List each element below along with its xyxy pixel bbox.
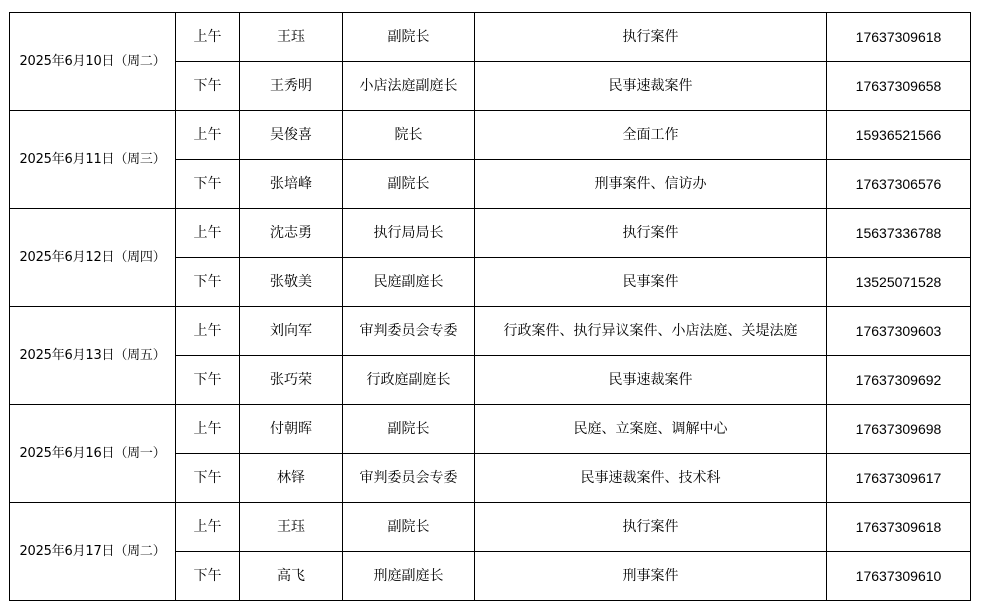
position-cell: 院长 xyxy=(343,111,475,160)
name-cell: 张培峰 xyxy=(240,160,343,209)
phone-cell: 17637306576 xyxy=(827,160,971,209)
duties-cell: 民事速裁案件 xyxy=(475,356,827,405)
phone-cell: 17637309617 xyxy=(827,454,971,503)
duties-cell: 行政案件、执行异议案件、小店法庭、关堤法庭 xyxy=(475,307,827,356)
name-cell: 高飞 xyxy=(240,552,343,601)
duties-cell: 民庭、立案庭、调解中心 xyxy=(475,405,827,454)
phone-cell: 17637309618 xyxy=(827,13,971,62)
name-cell: 林铎 xyxy=(240,454,343,503)
position-cell: 执行局局长 xyxy=(343,209,475,258)
position-cell: 副院长 xyxy=(343,160,475,209)
duties-cell: 刑事案件、信访办 xyxy=(475,160,827,209)
phone-cell: 17637309658 xyxy=(827,62,971,111)
date-cell: 2025年6月13日（周五） xyxy=(10,307,176,405)
duties-cell: 民事速裁案件、技术科 xyxy=(475,454,827,503)
position-cell: 行政庭副庭长 xyxy=(343,356,475,405)
period-cell: 下午 xyxy=(176,356,240,405)
phone-cell: 17637309610 xyxy=(827,552,971,601)
duty-schedule-table xyxy=(9,12,971,601)
period-cell: 下午 xyxy=(176,454,240,503)
date-cell: 2025年6月12日（周四） xyxy=(10,209,176,307)
period-cell: 上午 xyxy=(176,405,240,454)
period-cell: 上午 xyxy=(176,503,240,552)
table-row xyxy=(10,13,971,62)
period-cell: 下午 xyxy=(176,258,240,307)
period-cell: 上午 xyxy=(176,307,240,356)
table-row xyxy=(10,307,971,356)
period-cell: 上午 xyxy=(176,209,240,258)
position-cell: 副院长 xyxy=(343,13,475,62)
position-cell: 刑庭副庭长 xyxy=(343,552,475,601)
position-cell: 小店法庭副庭长 xyxy=(343,62,475,111)
date-cell: 2025年6月16日（周一） xyxy=(10,405,176,503)
date-cell: 2025年6月10日（周二） xyxy=(10,13,176,111)
position-cell: 审判委员会专委 xyxy=(343,454,475,503)
table-row xyxy=(10,503,971,552)
name-cell: 吴俊喜 xyxy=(240,111,343,160)
date-cell: 2025年6月11日（周三） xyxy=(10,111,176,209)
phone-cell: 17637309603 xyxy=(827,307,971,356)
duties-cell: 全面工作 xyxy=(475,111,827,160)
period-cell: 下午 xyxy=(176,160,240,209)
name-cell: 张敬美 xyxy=(240,258,343,307)
phone-cell: 15637336788 xyxy=(827,209,971,258)
position-cell: 副院长 xyxy=(343,405,475,454)
phone-cell: 15936521566 xyxy=(827,111,971,160)
period-cell: 下午 xyxy=(176,62,240,111)
position-cell: 民庭副庭长 xyxy=(343,258,475,307)
period-cell: 上午 xyxy=(176,13,240,62)
name-cell: 王珏 xyxy=(240,503,343,552)
name-cell: 王珏 xyxy=(240,13,343,62)
duties-cell: 执行案件 xyxy=(475,209,827,258)
phone-cell: 17637309698 xyxy=(827,405,971,454)
name-cell: 付朝晖 xyxy=(240,405,343,454)
position-cell: 副院长 xyxy=(343,503,475,552)
table-row xyxy=(10,111,971,160)
duties-cell: 民事案件 xyxy=(475,258,827,307)
phone-cell: 17637309618 xyxy=(827,503,971,552)
name-cell: 张巧荣 xyxy=(240,356,343,405)
table-row xyxy=(10,405,971,454)
phone-cell: 17637309692 xyxy=(827,356,971,405)
name-cell: 刘向军 xyxy=(240,307,343,356)
duties-cell: 刑事案件 xyxy=(475,552,827,601)
table-row xyxy=(10,209,971,258)
date-cell: 2025年6月17日（周二） xyxy=(10,503,176,601)
duties-cell: 执行案件 xyxy=(475,13,827,62)
duties-cell: 执行案件 xyxy=(475,503,827,552)
phone-cell: 13525071528 xyxy=(827,258,971,307)
name-cell: 沈志勇 xyxy=(240,209,343,258)
name-cell: 王秀明 xyxy=(240,62,343,111)
period-cell: 下午 xyxy=(176,552,240,601)
position-cell: 审判委员会专委 xyxy=(343,307,475,356)
period-cell: 上午 xyxy=(176,111,240,160)
duties-cell: 民事速裁案件 xyxy=(475,62,827,111)
